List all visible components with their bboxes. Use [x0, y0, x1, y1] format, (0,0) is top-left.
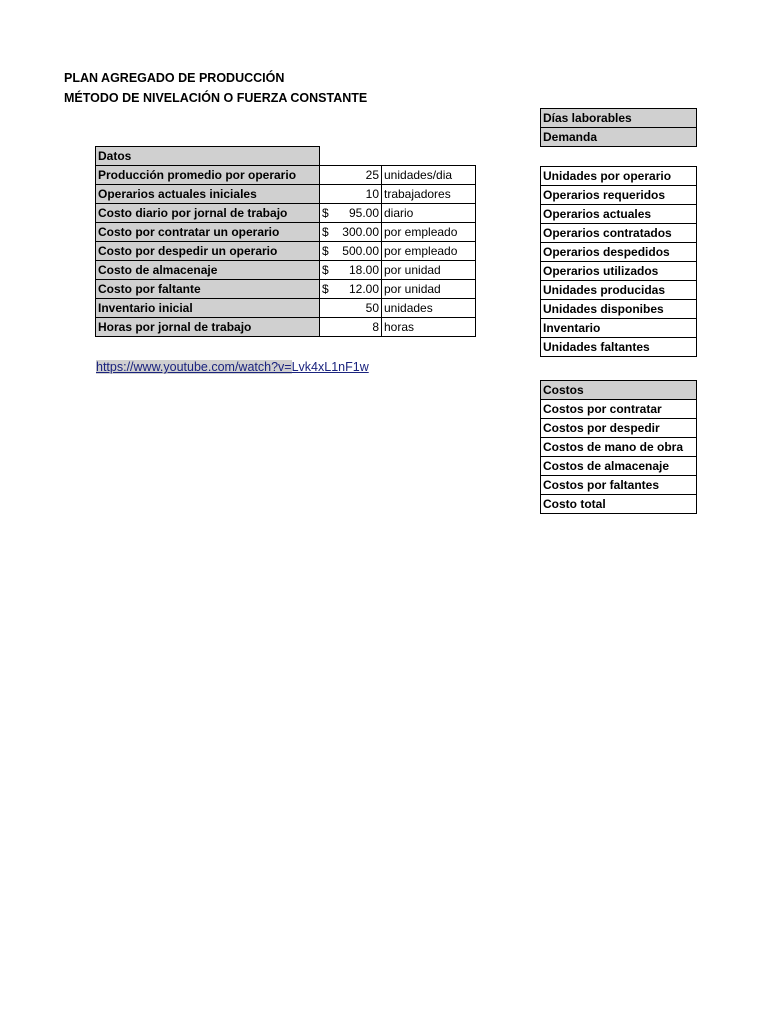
dias-laborables-cell[interactable]: Días laborables [541, 109, 697, 128]
datos-label-cell[interactable]: Horas por jornal de trabajo [96, 318, 320, 337]
value-text: 500.00 [342, 244, 379, 258]
currency-symbol: $ [322, 206, 329, 220]
datos-label-cell[interactable]: Costo por despedir un operario [96, 242, 320, 261]
unidades-table [540, 166, 697, 357]
costos-row [541, 419, 697, 438]
unidades-row [541, 167, 697, 186]
currency-symbol: $ [322, 225, 329, 239]
unidades-row [541, 186, 697, 205]
datos-unit-cell[interactable]: por empleado [382, 242, 476, 261]
datos-unit-cell[interactable]: trabajadores [382, 185, 476, 204]
datos-row [96, 223, 476, 242]
costos-table [540, 380, 697, 514]
costos-row [541, 495, 697, 514]
unidades-row [541, 319, 697, 338]
value-text: 10 [365, 187, 379, 201]
unidades-row [541, 243, 697, 262]
datos-label-cell[interactable]: Costo por contratar un operario [96, 223, 320, 242]
currency-symbol: $ [322, 263, 329, 277]
datos-value-cell[interactable] [320, 280, 382, 299]
value-text: 300.00 [342, 225, 379, 239]
costos-cell[interactable]: Costos por despedir [541, 419, 697, 438]
dias-demanda-table [540, 108, 697, 147]
costos-cell[interactable]: Costos de mano de obra [541, 438, 697, 457]
datos-row [96, 204, 476, 223]
datos-value-cell[interactable] [320, 223, 382, 242]
value-text: 95.00 [348, 206, 379, 220]
datos-table [95, 146, 476, 337]
costos-header-row [541, 381, 697, 400]
costos-cell[interactable]: Costos por faltantes [541, 476, 697, 495]
costos-row [541, 438, 697, 457]
unidades-cell[interactable]: Operarios actuales [541, 205, 697, 224]
datos-row [96, 318, 476, 337]
datos-row [96, 280, 476, 299]
datos-label-cell[interactable]: Operarios actuales iniciales [96, 185, 320, 204]
unidades-cell[interactable]: Unidades producidas [541, 281, 697, 300]
link-video-id: Lvk4xL1nF1w [291, 360, 369, 374]
link-url-part: https://www.youtube.com/watch?v= [96, 360, 292, 374]
value-text: 18.00 [348, 263, 379, 277]
costos-cell[interactable]: Costos por contratar [541, 400, 697, 419]
unidades-row [541, 205, 697, 224]
datos-unit-cell[interactable]: horas [382, 318, 476, 337]
value-text: 25 [365, 168, 379, 182]
unidades-cell[interactable]: Operarios despedidos [541, 243, 697, 262]
unidades-row [541, 300, 697, 319]
unidades-cell[interactable]: Operarios requeridos [541, 186, 697, 205]
unidades-cell[interactable]: Inventario [541, 319, 697, 338]
unidades-cell[interactable]: Unidades faltantes [541, 338, 697, 357]
datos-row [96, 185, 476, 204]
costos-row [541, 457, 697, 476]
datos-header-row [96, 147, 476, 166]
costos-row [541, 400, 697, 419]
unidades-cell[interactable]: Unidades por operario [541, 167, 697, 186]
datos-row [96, 242, 476, 261]
datos-label-cell[interactable]: Inventario inicial [96, 299, 320, 318]
datos-unit-cell[interactable]: por empleado [382, 223, 476, 242]
datos-value-cell[interactable] [320, 242, 382, 261]
datos-value-cell[interactable] [320, 166, 382, 185]
empty-cell [382, 147, 476, 166]
datos-header-cell[interactable]: Datos [96, 147, 320, 166]
demanda-row [541, 128, 697, 147]
unidades-row [541, 224, 697, 243]
currency-symbol: $ [322, 282, 329, 296]
sheet-subtitle: MÉTODO DE NIVELACIÓN O FUERZA CONSTANTE [64, 91, 368, 105]
value-text: 50 [365, 301, 379, 315]
datos-unit-cell[interactable]: por unidad [382, 280, 476, 299]
datos-value-cell[interactable] [320, 261, 382, 280]
costos-cell[interactable]: Costos de almacenaje [541, 457, 697, 476]
datos-label-cell[interactable]: Costo por faltante [96, 280, 320, 299]
datos-unit-cell[interactable]: diario [382, 204, 476, 223]
datos-row [96, 261, 476, 280]
datos-unit-cell[interactable]: por unidad [382, 261, 476, 280]
datos-value-cell[interactable] [320, 318, 382, 337]
empty-cell [320, 147, 382, 166]
youtube-link[interactable] [96, 360, 369, 374]
datos-label-cell[interactable]: Costo diario por jornal de trabajo [96, 204, 320, 223]
datos-label-cell[interactable]: Costo de almacenaje [96, 261, 320, 280]
costos-row [541, 476, 697, 495]
datos-unit-cell[interactable]: unidades [382, 299, 476, 318]
unidades-row [541, 281, 697, 300]
value-text: 12.00 [348, 282, 379, 296]
datos-label-cell[interactable]: Producción promedio por operario [96, 166, 320, 185]
unidades-cell[interactable]: Operarios utilizados [541, 262, 697, 281]
costos-header-cell[interactable]: Costos [541, 381, 697, 400]
unidades-cell[interactable]: Operarios contratados [541, 224, 697, 243]
sheet-title: PLAN AGREGADO DE PRODUCCIÓN [64, 71, 285, 85]
datos-unit-cell[interactable]: unidades/dia [382, 166, 476, 185]
demanda-cell[interactable]: Demanda [541, 128, 697, 147]
datos-value-cell[interactable] [320, 299, 382, 318]
dias-row [541, 109, 697, 128]
unidades-row [541, 338, 697, 357]
value-text: 8 [372, 320, 379, 334]
datos-row [96, 166, 476, 185]
currency-symbol: $ [322, 244, 329, 258]
costos-cell[interactable]: Costo total [541, 495, 697, 514]
datos-value-cell[interactable] [320, 204, 382, 223]
unidades-cell[interactable]: Unidades disponibes [541, 300, 697, 319]
datos-value-cell[interactable] [320, 185, 382, 204]
unidades-row [541, 262, 697, 281]
datos-row [96, 299, 476, 318]
